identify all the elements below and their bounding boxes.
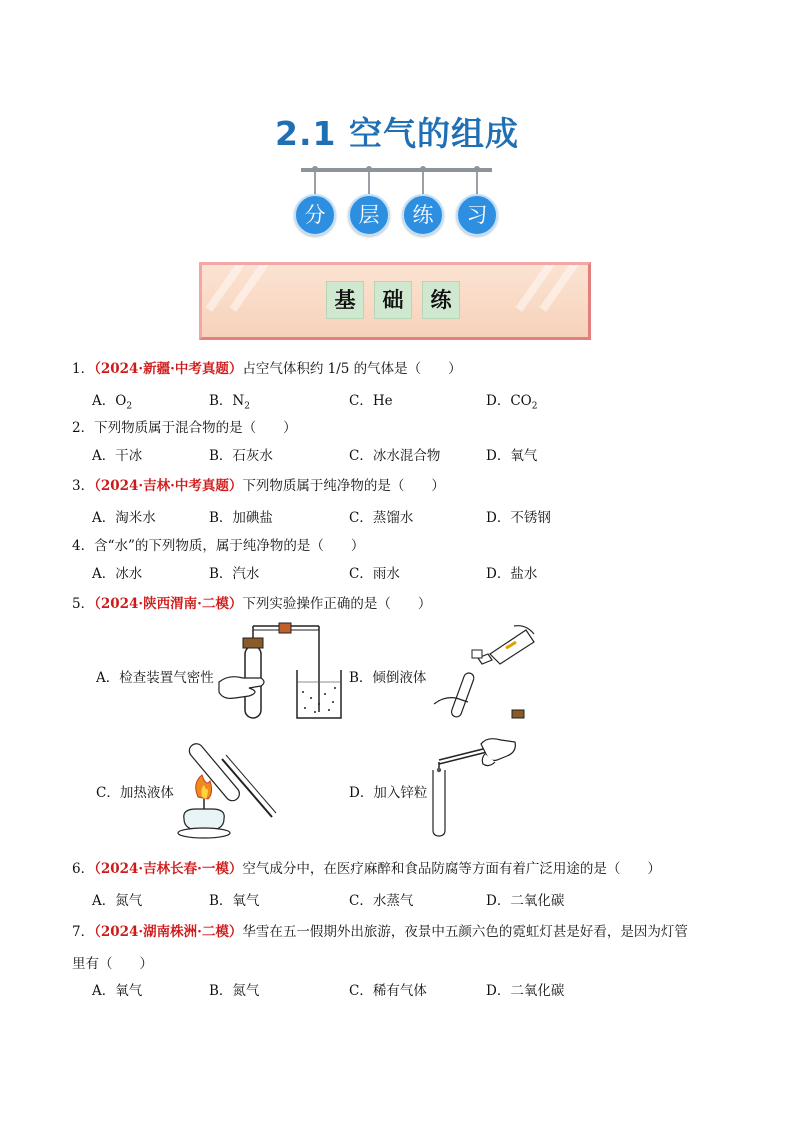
question-5: 5．（2024·陕西渭南·二模）下列实验操作正确的是（ ） bbox=[72, 596, 432, 612]
option-d: D．$CO_2$ bbox=[486, 393, 538, 412]
question-source-tag: （2024·吉林长春·一模） bbox=[94, 861, 243, 877]
option-d: D．盐水 bbox=[486, 566, 538, 582]
option-c: C．蒸馏水 bbox=[349, 510, 414, 526]
divider-stem bbox=[422, 172, 424, 194]
heating-liquid-illustration bbox=[162, 733, 282, 843]
option-c: C．冰水混合物 bbox=[349, 448, 441, 464]
page-title: 2.1 空气的组成 bbox=[275, 114, 519, 153]
option-c: C．He bbox=[349, 393, 393, 409]
divider-stem bbox=[368, 172, 370, 194]
option-d: D．氧气 bbox=[486, 448, 538, 464]
option-d: D．二氧化碳 bbox=[486, 983, 565, 999]
option-b: B．倾倒液体 bbox=[349, 670, 427, 686]
option-a: A．干冰 bbox=[92, 448, 143, 464]
option-c: C．加热液体 bbox=[96, 785, 174, 801]
question-7: 7．（2024·湖南株洲·二模）华雪在五一假期外出旅游，夜景中五颜六色的霓虹灯甚是好看，是因为灯管 bbox=[72, 924, 688, 940]
question-7-continuation: 里有（ ） bbox=[72, 956, 153, 972]
option-d: D．不锈钢 bbox=[486, 510, 551, 526]
question-1: 1．（2024·新疆·中考真题）占空气体积约 1/5 的气体是（ ） bbox=[72, 361, 462, 377]
question-4: 4．含“水”的下列物质，属于纯净物的是（ ） bbox=[72, 538, 365, 554]
tab-ceng: 层 bbox=[348, 194, 390, 236]
option-b: B．加碘盐 bbox=[209, 510, 273, 526]
tab-xi: 习 bbox=[456, 194, 498, 236]
option-a: A．冰水 bbox=[92, 566, 143, 582]
airtightness-check-illustration bbox=[215, 622, 345, 722]
section-chip: 练 bbox=[422, 281, 460, 319]
option-a: A．氮气 bbox=[92, 893, 143, 909]
section-chip: 基 bbox=[326, 281, 364, 319]
option-b: B．氮气 bbox=[209, 983, 260, 999]
title-divider bbox=[301, 168, 492, 172]
option-b: B．$N_2$ bbox=[209, 393, 250, 412]
question-source-tag: （2024·新疆·中考真题） bbox=[94, 361, 243, 377]
divider-stem bbox=[476, 172, 478, 194]
option-d: D．加入锌粒 bbox=[349, 785, 428, 801]
option-a: A．检查装置气密性 bbox=[96, 670, 214, 686]
question-source-tag: （2024·湖南株洲·二模） bbox=[94, 924, 243, 940]
option-b: B．石灰水 bbox=[209, 448, 273, 464]
question-source-tag: （2024·吉林·中考真题） bbox=[94, 478, 243, 494]
option-c: C．稀有气体 bbox=[349, 983, 427, 999]
question-3: 3．（2024·吉林·中考真题）下列物质属于纯净物的是（ ） bbox=[72, 478, 445, 494]
question-2: 2．下列物质属于混合物的是（ ） bbox=[72, 420, 297, 436]
option-a: A．$O_2$ bbox=[92, 393, 133, 412]
section-chip: 础 bbox=[374, 281, 412, 319]
pouring-liquid-illustration bbox=[430, 624, 540, 724]
tab-lian: 练 bbox=[402, 194, 444, 236]
option-b: B．氧气 bbox=[209, 893, 260, 909]
option-b: B．汽水 bbox=[209, 566, 260, 582]
tab-fen: 分 bbox=[294, 194, 336, 236]
option-a: A．氧气 bbox=[92, 983, 143, 999]
option-d: D．二氧化碳 bbox=[486, 893, 565, 909]
divider-stem bbox=[314, 172, 316, 194]
option-c: C．水蒸气 bbox=[349, 893, 414, 909]
adding-zinc-granule-illustration bbox=[425, 738, 520, 838]
question-6: 6．（2024·吉林长春·一模）空气成分中，在医疗麻醉和食品防腐等方面有着广泛用途的是（ ） bbox=[72, 861, 661, 877]
question-source-tag: （2024·陕西渭南·二模） bbox=[94, 596, 243, 612]
option-c: C．雨水 bbox=[349, 566, 400, 582]
option-a: A．淘米水 bbox=[92, 510, 156, 526]
section-banner bbox=[199, 262, 591, 340]
